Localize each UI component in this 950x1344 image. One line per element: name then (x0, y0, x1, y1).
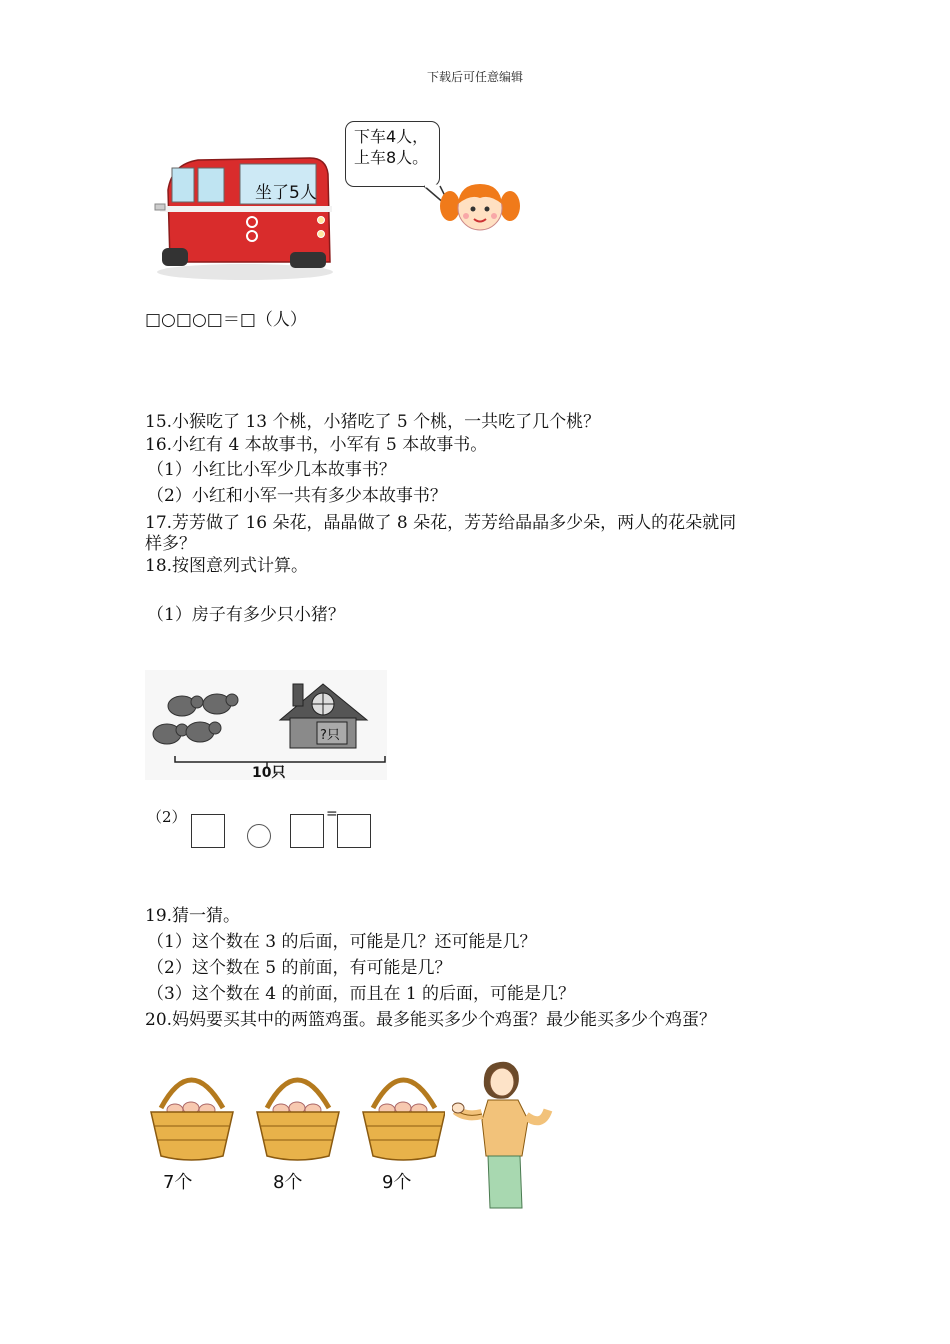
question-19: 19.猜一猜。 (145, 906, 241, 926)
page-header: 下载后可任意编辑 (426, 70, 523, 84)
basket-icon (151, 1080, 233, 1160)
question-19-part-3: （3）这个数在 4 的前面，而且在 1 的后面，可能是几？ (147, 984, 576, 1004)
mother-illustration (452, 1058, 557, 1210)
girl-face-illustration (440, 176, 520, 236)
basket-icon (363, 1080, 445, 1160)
answer-box-2[interactable] (290, 814, 324, 848)
question-17-line-1: 17.芳芳做了 16 朵花，晶晶做了 8 朵花，芳芳给晶晶多少朵，两人的花朵就同 (145, 513, 737, 533)
answer-box-3[interactable] (337, 814, 371, 848)
equals-sign: = (326, 806, 338, 822)
bubble-line-2: 上车8人。 (354, 148, 429, 167)
question-15: 15.小猴吃了 13 个桃，小猪吃了 5 个桃，一共吃了几个桃？ (145, 412, 601, 432)
basket-3-label: 9个 (382, 1172, 412, 1193)
answer-box-1[interactable] (191, 814, 225, 848)
basket-2-label: 8个 (273, 1172, 303, 1193)
equation-template: □○□○□＝□（人） (145, 310, 307, 330)
egg-baskets-illustration (145, 1060, 445, 1165)
basket-1-label: 7个 (163, 1172, 193, 1193)
total-pigs-label: 10只 (252, 765, 286, 781)
question-20: 20.妈妈要买其中的两篮鸡蛋。最多能买多少个鸡蛋？最少能买多少个鸡蛋？ (145, 1010, 717, 1030)
question-16-part-1: （1）小红比小军少几本故事书？ (147, 460, 396, 480)
question-19-part-2: （2）这个数在 5 的前面，有可能是几？ (147, 958, 452, 978)
bubble-line-1: 下车4人， (354, 127, 429, 146)
basket-icon (257, 1080, 339, 1160)
question-19-part-1: （1）这个数在 3 的后面，可能是几？还可能是几？ (147, 932, 537, 952)
question-18: 18.按图意列式计算。 (145, 556, 309, 576)
question-16-part-2: （2）小红和小军一共有多少本故事书？ (147, 486, 447, 506)
question-16: 16.小红有 4 本故事书，小军有 5 本故事书。 (145, 435, 488, 455)
bus-illustration (150, 150, 335, 282)
bus-passenger-label: 坐了5人 (255, 183, 317, 203)
operator-circle[interactable] (247, 824, 271, 848)
question-18-part-1: （1）房子有多少只小猪？ (147, 605, 345, 625)
house-pig-count-label: ?只 (320, 728, 340, 743)
question-17-line-2: 样多？ (145, 534, 196, 554)
question-18-part-2-label: （2） (147, 808, 187, 826)
